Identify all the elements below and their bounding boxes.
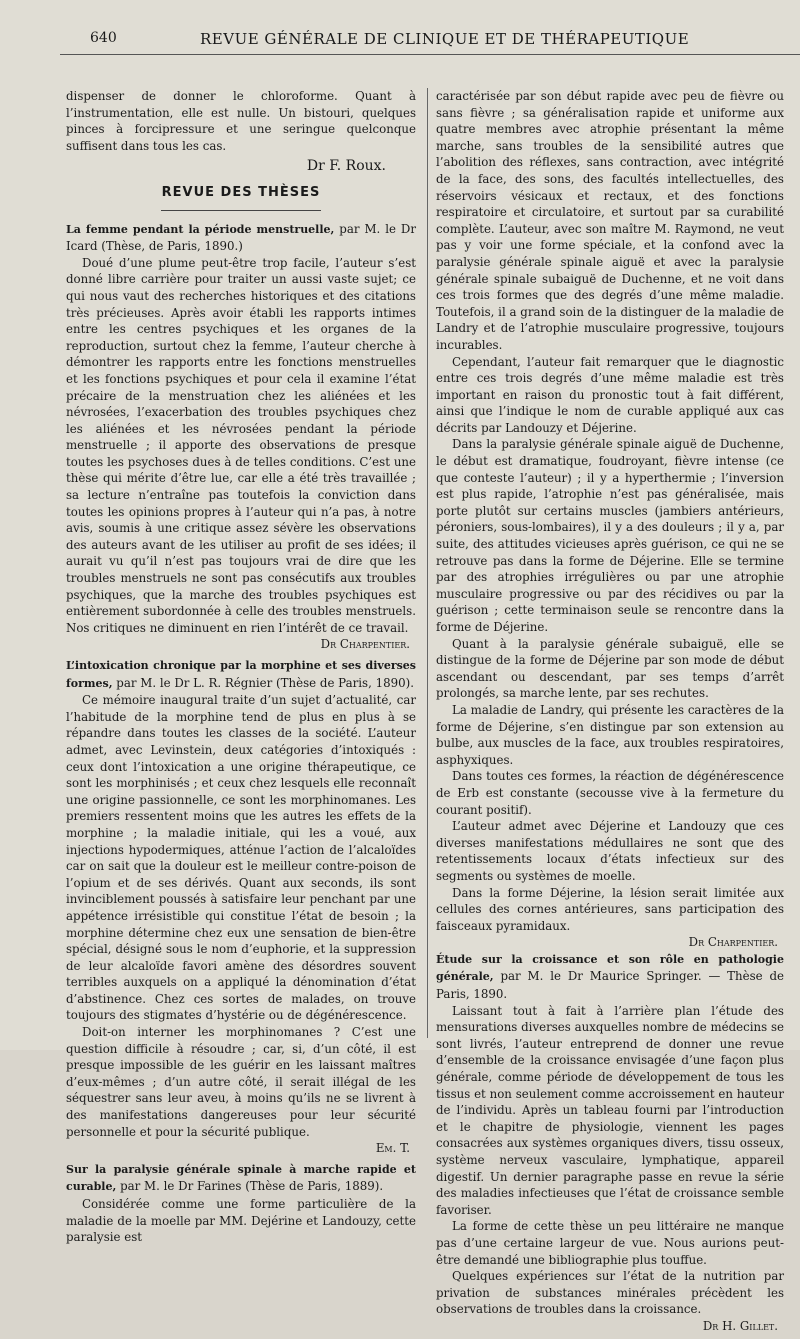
article-3-heading: [66, 1161, 416, 1196]
article-4: [436, 951, 784, 1335]
article-3-cont-8: Dans la forme Déjerine, la lésion serait limitée aux cellules des cornes antérieures, sans participation des faisceaux pyramidaux.: [436, 885, 784, 933]
article-1-ref: par M. le Dr Icard (Thèse, de Paris, 1890.): [66, 221, 416, 254]
right-column: [436, 88, 784, 1339]
article-2-heading: [66, 657, 416, 692]
article-3-cont-4: Quant à la paralysie générale subaiguë, elle se distingue de la forme de Déjerine par son mode de début ascendant ou descendant, par ses temps d’arrêt prolongés, sa marche lente, par ses rechutes.: [436, 636, 784, 701]
article-3-cont-7: L’auteur admet avec Déjerine et Landouzy que ces diverses manifestations médullaires ne sont que des retentissements locaux d’états infectieux sur des segments ou systèmes de moelle.: [436, 819, 784, 883]
article-3-signature: Dr Charpentier.: [688, 935, 778, 950]
article-1-signature: Dr Charpentier.: [320, 637, 410, 652]
article-2: [66, 657, 416, 1157]
article-3-title: Sur la paralysie générale spinale à marche rapide et curable,: [66, 1162, 416, 1194]
article-1: [66, 221, 416, 653]
article-4-signature: Dr H. Gillet.: [702, 1318, 778, 1333]
article-1-body: Doué d’une plume peut-être trop facile, l’auteur s’est donné libre carrière pour traiter un aussi vaste sujet; ce qui nous vaut des recherches historiques et des citations très précieuses. Après avoir établi les rapports intimes entre les centres psychiques et les organes de la reproduction, surtout chez la femme, l’auteur cherche à démontrer les rapports entre les fonctions menstruelles et les fonctions psychiques et pour cela il examine l’état précaire de la menstruation chez les aliénées et les névrosées, l’exacerbation des troubles psychiques chez les aliénées et les névrosées pendant la période menstruelle ; il apporte des observations de presque toutes les psychoses dues à de telles conditions. C’est une thèse qui mérite d’être lue, car elle a été très travaillée ; sa lecture n’entraîne pas toutefois la conviction dans toutes les opinions propres à l’auteur qui n’a pas, à notre avis, soumis à une critique assez sévère les observations des auteurs avant de les utiliser au profit de ses idées; il aurait vu qu’il n’est pas toujours vrai de dire que les troubles menstruels ne sont pas consécutifs aux troubles psychiques, que la marche des troubles psychiques est entièrement subordonnée à celle des troubles menstruels. Nos critiques ne diminuent en rien l’intérêt de ce travail.: [66, 255, 416, 635]
article-3-ref: par M. le Dr Farines (Thèse de Paris, 1889).: [116, 1179, 384, 1194]
article-3-cont-3: Dans la paralysie générale spinale aiguë de Duchenne, le début est dramatique, foudroyant, fièvre intense (ce que conteste l’auteur) ; il y a hyperthermie ; l’inversion est plus rapide, l’atrophie n’est pas généralisée, mais porte plutôt sur certains muscles (jambiers antérieurs, péroniers, sous-lombaires), il y a des douleurs ; il y a, par suite, des attitudes vicieuses après guérison, ce qui ne se retrouve pas dans la forme de Déjerine. Elle se termine par des atrophies irrégulières ou par une atrophie musculaire progressive ou par des récidives ou par la guérison ; cette terminaison seule se rencontre dans la forme de Déjerine.: [436, 437, 784, 634]
page-header: [60, 28, 800, 55]
article-2-body-2: Doit-on interner les morphinomanes ? C’est une question difficile à résoudre ; car, si, d’un côté, il est presque impossible de les guérir en les laissant maîtres d’eux-mêmes ; d’un autre côté, il serait illégal de les séquestrer sans leur aveu, à moins qu’ils ne se livrent à des manifestations dangereuses pour leur sécurité personnelle et pour la sécurité publique.: [66, 1025, 416, 1139]
article-3: [66, 1161, 416, 1246]
article-3-cont-5: La maladie de Landry, qui présente les caractères de la forme de Déjerine, s’en distingue par son extension au bulbe, aux muscles de la face, aux troubles respiratoires, asphyxiques.: [436, 702, 784, 767]
column-divider: [427, 88, 428, 1038]
running-head: REVUE GÉNÉRALE DE CLINIQUE ET DE THÉRAPEUTIQUE: [200, 30, 690, 48]
article-2-signature: Em. T.: [375, 1141, 410, 1156]
article-1-title: La femme pendant la période menstruelle,: [66, 222, 335, 236]
article-2-ref: par M. le Dr L. R. Régnier (Thèse de Paris, 1890).: [112, 675, 414, 690]
article-3-body: Considérée comme une forme particulière de la maladie de la moelle par MM. Dejérine et Landouzy, cette paralysie est: [66, 1197, 416, 1245]
article-2-title: L’intoxication chronique par la morphine et ses diverses formes,: [66, 659, 416, 690]
article-3-cont-6: Dans toutes ces formes, la réaction de dégénérescence de Erb est constante (secousse vive à la fermeture du courant positif).: [436, 769, 784, 817]
left-column: [66, 88, 416, 1250]
article-4-heading: [436, 951, 784, 1003]
article-4-body-2: La forme de cette thèse un peu littéraire ne manque pas d’une certaine largeur de vue. Nous aurions peut-être demandé une bibliographie plus touffue.: [436, 1219, 784, 1267]
article-1-heading: [66, 221, 416, 255]
article-4-body-1: Laissant tout à fait à l’arrière plan l’étude des mensurations diverses auxquelles nombre de médecins se sont livrés, l’auteur entreprend de donner une revue d’ensemble de la croissance envisagée d’une façon plus générale, comme période de développement de tous les tissus et non seulement comme accroissement en hauteur de l’individu. Après un tableau fourni par l’introduction et le chapitre de physiologie, viennent les pages consacrées aux systèmes organiques divers, tissu osseux, système nerveux vasculaire, lymphatique, appareil digestif. Un dernier paragraphe passe en revue la série des maladies infectieuses que l’état de croissance semble favoriser.: [436, 1003, 784, 1217]
section-rule: [161, 210, 321, 211]
article-3-cont-1: caractérisée par son début rapide avec peu de fièvre ou sans fièvre ; sa généralisation rapide et uniforme aux quatre membres avec atrophie présentant la même marche, sans troubles de la sensibilité autres que l’abolition des réflexes, sans contraction, avec intégrité de la face, des sons, des facultés intellectuelles, des réservoirs vésicaux et rectaux, et des fonctions respiratoire et circulatoire, et surtout par sa curabilité complète. L’auteur, avec son maître M. Raymond, ne veut pas y voir une forme spéciale, et la confond avec la paralysie générale spinale aiguë et avec la paralysie générale spinale subaiguë de Duchenne, et ne voit dans ces trois formes que des degrés d’une même maladie. Toutefois, il a grand soin de la distinguer de la maladie de Landry et de l’atrophie musculaire progressive, toujours incurables.: [436, 89, 784, 352]
article-2-body-1: Ce mémoire inaugural traite d’un sujet d’actualité, car l’habitude de la morphine tend de plus en plus à se répandre dans toutes les classes de la société. L’auteur admet, avec Levinstein, deux catégories d’intoxiqués : ceux dont l’intoxication a une origine thérapeutique, ce sont les morphinisés ; et ceux chez lesquels elle reconnaît une origine passionnelle, ce sont les morphinomanes. Les premiers ressentent moins que les autres les effets de la morphine ; la maladie initiale, qui les a voué, aux injections hypodermiques, atténue l’action de l’alcaloïdes car on sait que la douleur est le meilleur contre-poison de l’opium et de ses dérivés. Quant aux seconds, ils sont invinciblement poussés à satisfaire leur penchant par une appétence irrésistible qui constitue l’état de besoin ; la morphine détermine chez eux une sensation de bien-être spécial, désigné sous le nom d’euphorie, et la suppression de leur alcaloïde favori amène des désordres souvent terribles auxquels on a appliqué la dénomination d’état d’abstinence. Chez ces sortes de malades, on trouve toujours des stigmates d’hystérie ou de dégénérescence.: [66, 693, 416, 1023]
article-4-title: Étude sur la croissance et son rôle en pathologie générale,: [436, 952, 784, 984]
section-title: REVUE DES THÈSES: [161, 184, 321, 200]
article-3-cont-2: Cependant, l’auteur fait remarquer que le diagnostic entre ces trois degrés d’une même maladie est très important en raison du pronostic tout à fait différent, ainsi que l’indique le nom de curable appliqué aux cas décrits par Landouzy et Déjerine.: [436, 354, 784, 435]
intro-paragraph: dispenser de donner le chloroforme. Quant à l’instrumentation, elle est nulle. Un bistouri, quelques pinces à forcipressure et une seringue quelconque suffisent dans tous les cas.: [66, 89, 416, 153]
article-4-ref: par M. le Dr Maurice Springer. — Thèse de Paris, 1890.: [436, 969, 784, 1002]
page-number: 640: [90, 30, 117, 46]
intro-signature: Dr F. Roux.: [306, 158, 386, 175]
article-4-body-3: Quelques expériences sur l’état de la nutrition par privation de substances minérales précèdent les observations de troubles dans la croissance.: [436, 1269, 784, 1317]
